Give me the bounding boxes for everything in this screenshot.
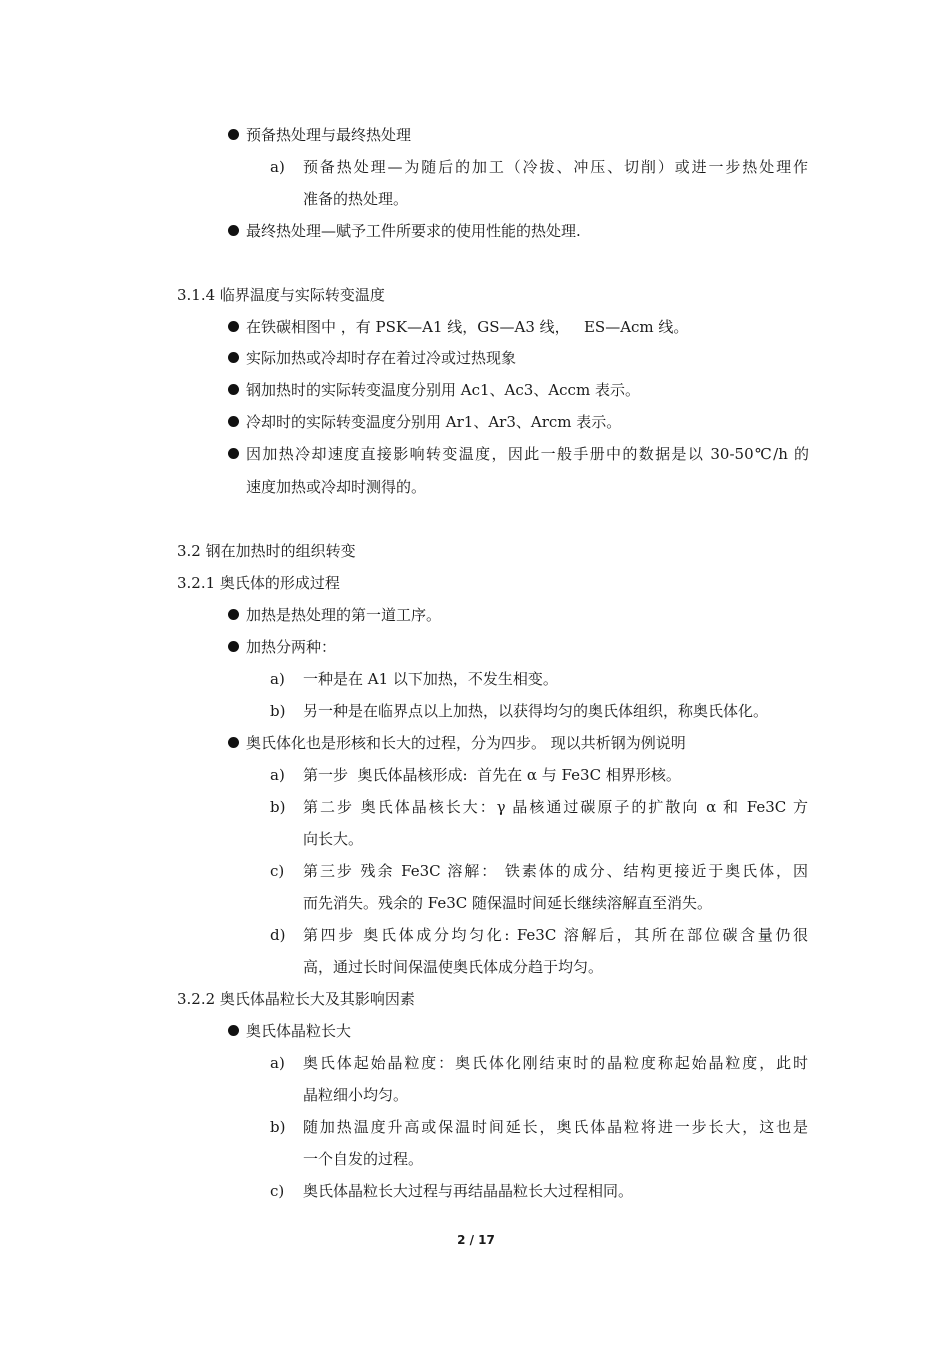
sub-item-marker: b): [270, 798, 286, 816]
bullet-icon: [228, 1020, 239, 1042]
section-heading: 3.2.2 奥氏体晶粒长大及其影响因素: [177, 990, 415, 1008]
bullet-icon: [228, 732, 239, 754]
sub-item-text: 一种是在 A1 以下加热，不发生相变。: [303, 670, 558, 688]
sub-item-marker: d): [270, 926, 286, 944]
bullet-text: 奥氏体化也是形核和长大的过程，分为四步。 现以共析钢为例说明: [246, 734, 686, 752]
sub-item-marker: b): [270, 1118, 286, 1136]
section-heading: 3.2 钢在加热时的组织转变: [177, 542, 356, 560]
bullet-text: 加热是热处理的第一道工序。: [246, 606, 442, 624]
bullet-text: 实际加热或冷却时存在着过冷或过热现象: [246, 349, 517, 367]
continuation-text: 一个自发的过程。: [303, 1150, 424, 1168]
sub-item-text: 第三步 残余 Fe3C 溶解： 铁素体的成分、结构更接近于奥氏体，因: [303, 862, 808, 880]
page-number: 2 / 17: [457, 1233, 495, 1247]
sub-item-text: 第二步 奥氏体晶核长大：γ 晶核通过碳原子的扩散向 α 和 Fe3C 方: [303, 798, 808, 816]
bullet-text: 最终热处理—赋予工件所要求的使用性能的热处理.: [246, 222, 581, 240]
sub-item-marker: a): [270, 1054, 285, 1072]
continuation-text: 准备的热处理。: [303, 190, 409, 208]
bullet-text: 钢加热时的实际转变温度分别用 Ac1、Ac3、Accm 表示。: [246, 381, 640, 399]
bullet-icon: [228, 411, 239, 433]
bullet-text: 因加热冷却速度直接影响转变温度，因此一般手册中的数据是以 30-50℃/h 的: [246, 445, 809, 463]
continuation-text: 速度加热或冷却时测得的。: [246, 478, 427, 496]
sub-item-text: 随加热温度升高或保温时间延长，奥氏体晶粒将进一步长大，这也是: [303, 1118, 808, 1136]
bullet-text: 冷却时的实际转变温度分别用 Ar1、Ar3、Arcm 表示。: [246, 413, 622, 431]
sub-item-marker: a): [270, 158, 285, 176]
section-heading: 3.2.1 奥氏体的形成过程: [177, 574, 340, 592]
sub-item-marker: b): [270, 702, 286, 720]
bullet-text: 在铁碳相图中 ，有 PSK—A1 线，GS—A3 线， ES—Acm 线。: [246, 318, 689, 336]
sub-item-text: 另一种是在临界点以上加热，以获得均匀的奥氏体组织，称奥氏体化。: [303, 702, 769, 720]
continuation-text: 而先消失。残余的 Fe3C 随保温时间延长继续溶解直至消失。: [303, 894, 713, 912]
sub-item-marker: a): [270, 670, 285, 688]
bullet-icon: [228, 604, 239, 626]
bullet-icon: [228, 443, 239, 465]
bullet-text: 预备热处理与最终热处理: [246, 126, 412, 144]
continuation-text: 高，通过长时间保温使奥氏体成分趋于均匀。: [303, 958, 604, 976]
bullet-icon: [228, 316, 239, 338]
sub-item-text: 奥氏体起始晶粒度：奥氏体化刚结束时的晶粒度称起始晶粒度，此时: [303, 1054, 808, 1072]
sub-item-text: 第四步 奥氏体成分均匀化: Fe3C 溶解后，其所在部位碳含量仍很: [303, 926, 808, 944]
continuation-text: 晶粒细小均匀。: [303, 1086, 409, 1104]
bullet-icon: [228, 636, 239, 658]
continuation-text: 向长大。: [303, 830, 364, 848]
bullet-text: 加热分两种：: [246, 638, 337, 656]
bullet-icon: [228, 347, 239, 369]
sub-item-marker: a): [270, 766, 285, 784]
bullet-icon: [228, 379, 239, 401]
sub-item-text: 第一步 奥氏体晶核形成: 首先在 α 与 Fe3C 相界形核。: [303, 766, 681, 784]
bullet-text: 奥氏体晶粒长大: [246, 1022, 352, 1040]
bullet-icon: [228, 124, 239, 146]
sub-item-text: 预备热处理—为随后的加工（冷拔、冲压、切削）或进一步热处理作: [303, 158, 808, 176]
bullet-icon: [228, 220, 239, 242]
sub-item-marker: c): [270, 862, 285, 880]
sub-item-text: 奥氏体晶粒长大过程与再结晶晶粒长大过程相同。: [303, 1182, 634, 1200]
section-heading: 3.1.4 临界温度与实际转变温度: [177, 286, 385, 304]
sub-item-marker: c): [270, 1182, 285, 1200]
